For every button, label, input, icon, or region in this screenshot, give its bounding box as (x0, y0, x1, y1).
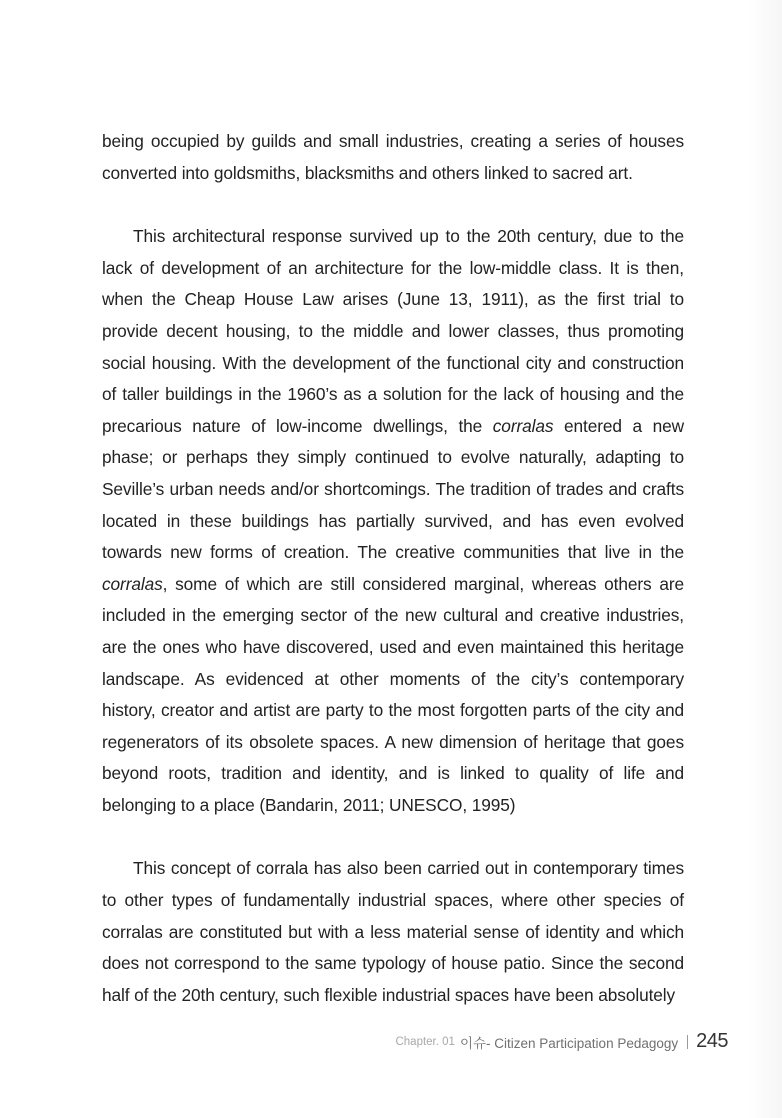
page-number: 245 (696, 1030, 728, 1052)
paragraph-2-italic-corralas-2: corralas (102, 573, 163, 594)
page-edge-shadow (748, 0, 782, 1118)
paragraph-2-italic-corralas-1: corralas (492, 415, 554, 436)
paragraph-2 (102, 221, 684, 821)
footer-title: 이슈- Citizen Participation Pedagogy (459, 1035, 679, 1051)
paragraph-2-text-3: , some of which are still considered marginal, whereas others are included in the emerging sector of the new cultural and creative industries, are the ones who have discovered, used and even maintained this heritage landscape. As evidenced at other moments of the city’s contemporary history, creator and artist are party to the most forgotten parts of the city and regenerators of its obsolete spaces. A new dimension of heritage that goes beyond roots, tradition and identity, and is linked to quality of life and belonging to a place (Bandarin, 2011; UNESCO, 1995) (102, 573, 684, 815)
paragraph-1: being occupied by guilds and small industries, creating a series of houses converted into goldsmiths, blacksmiths and others linked to sacred art. (102, 131, 684, 183)
paragraph-2-text-1: This architectural response survived up to the 20th century, due to the lack of development of an architecture for the low-middle class. It is then, when the Cheap House Law arises (June 13, 1911), as the first trial to provide decent housing, to the middle and lower classes, thus promoting social housing. With the development of the functional city and construction of taller buildings in the 1960’s as a solution for the lack of housing and the precarious nature of low-income dwellings, the (102, 226, 684, 436)
paragraph-2-text-2: entered a new phase; or perhaps they simply continued to evolve naturally, adapting to Seville’s urban needs and/or shortcomings. The tradition of trades and crafts located in these buildings has partially survived, and has even evolved towards new forms of creation. The creative communities that live in the (102, 415, 684, 563)
page-body (102, 126, 684, 1011)
page-footer (395, 1030, 728, 1053)
footer-chapter: Chapter. 01 (395, 1035, 455, 1048)
footer-separator (687, 1035, 688, 1049)
paragraph-3: This concept of corrala has also been carried out in contemporary times to other types of fundamentally industrial spaces, where other species of corralas are constituted but with a less material sense of identity and which does not correspond to the same typology of house patio. Since the second half of the 20th century, such flexible industrial spaces have been absolutely (102, 858, 684, 1005)
